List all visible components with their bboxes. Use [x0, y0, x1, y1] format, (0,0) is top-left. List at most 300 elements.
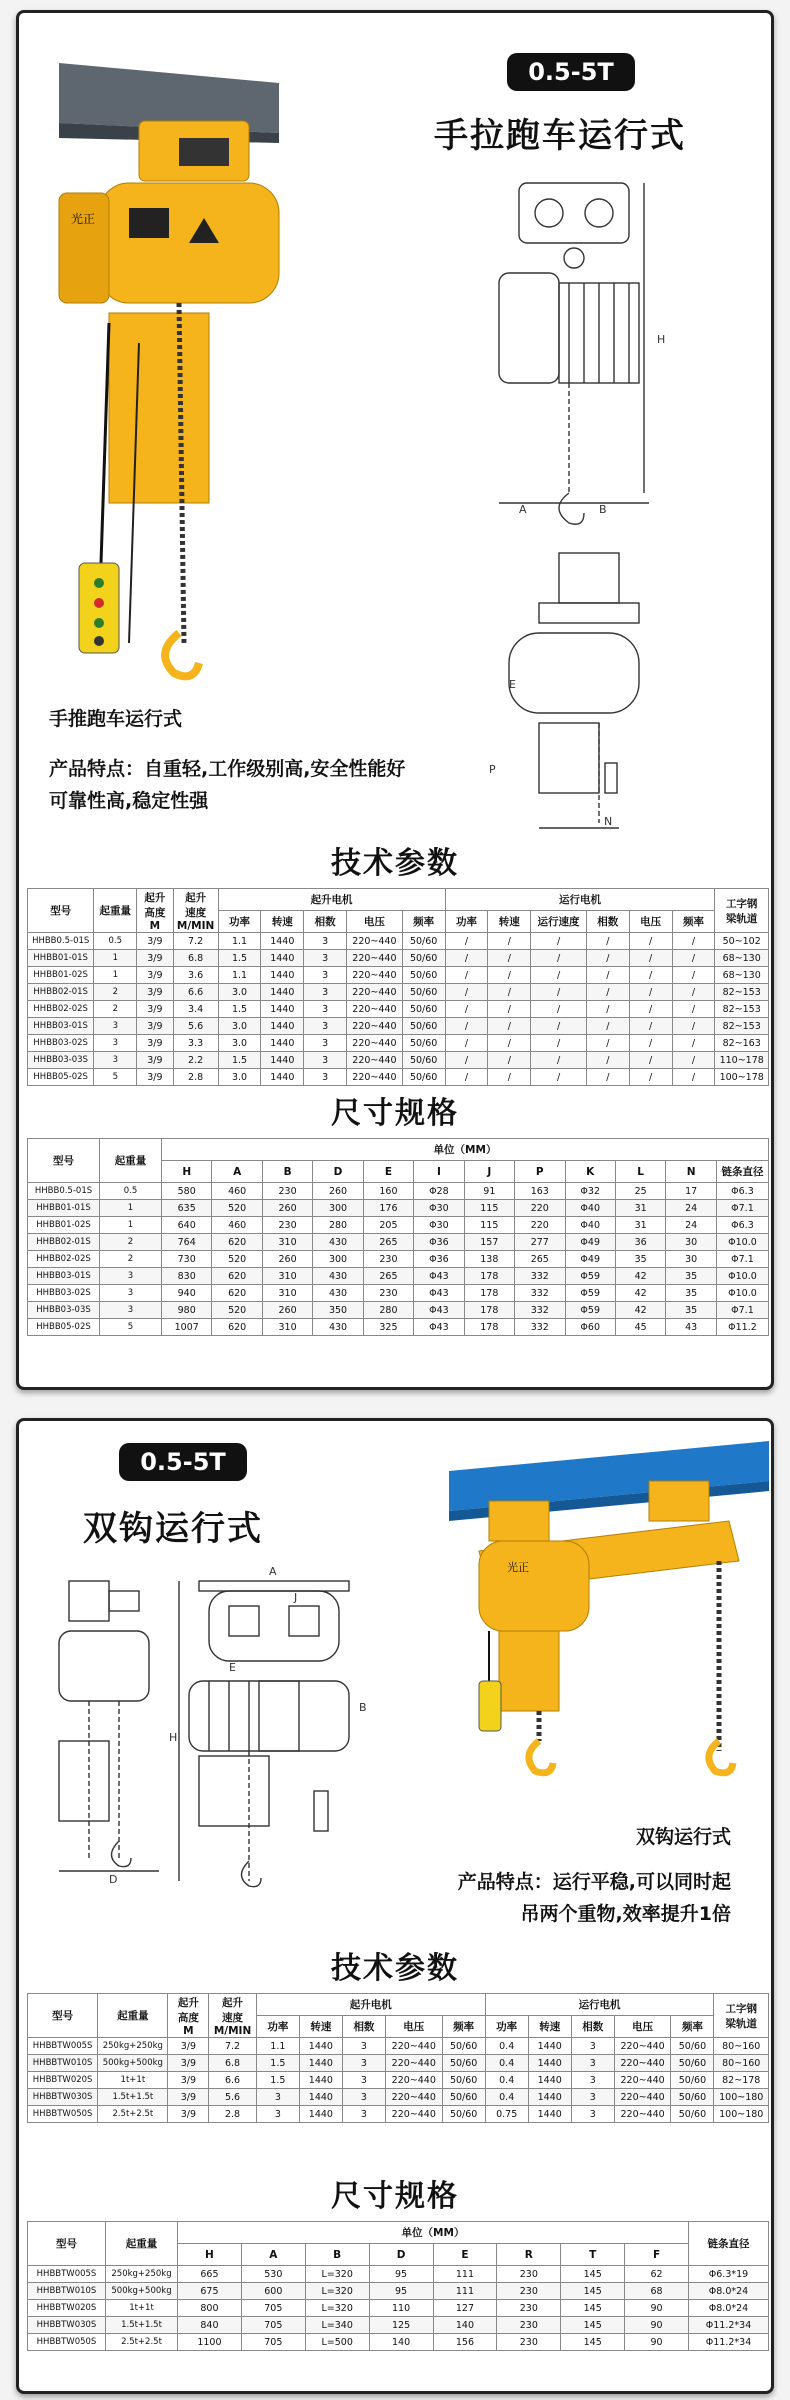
table-cell: 640: [162, 1217, 212, 1234]
table-cell: 115: [464, 1217, 514, 1234]
table-cell: 220: [515, 1217, 565, 1234]
table-cell: 50/60: [442, 2055, 485, 2072]
table-cell: 1440: [261, 1069, 304, 1086]
table-cell: 50/60: [671, 2106, 714, 2123]
table-cell: 6.6: [173, 984, 218, 1001]
table-cell: 50/60: [442, 2089, 485, 2106]
table-cell: 115: [464, 1200, 514, 1217]
table-cell: 3/9: [137, 933, 173, 950]
table-cell: 3/9: [137, 1069, 173, 1086]
col-run-freq: 频率: [671, 2016, 714, 2038]
dim-col-b: B: [305, 2244, 369, 2266]
table-cell: 90: [625, 2300, 689, 2317]
table-cell: 127: [433, 2300, 497, 2317]
product-features-line2: 吊两个重物,效率提升1倍: [520, 1903, 731, 1925]
table-cell: 3: [304, 1018, 347, 1035]
table-cell: 300: [313, 1251, 363, 1268]
table-cell: HHBBTW005S: [28, 2266, 106, 2283]
table-cell: 665: [178, 2266, 242, 2283]
table-row: [28, 1001, 769, 1018]
table-row: [28, 1200, 769, 1217]
table-cell: 3: [94, 1018, 137, 1035]
svg-text:D: D: [109, 1873, 118, 1886]
table-cell: 230: [497, 2334, 561, 2351]
table-cell: /: [586, 1018, 629, 1035]
table-cell: 42: [615, 1268, 665, 1285]
table-cell: 620: [212, 1319, 262, 1336]
table-cell: 1440: [261, 967, 304, 984]
table-cell: Φ11.2*34: [689, 2334, 769, 2351]
table-cell: 0.75: [485, 2106, 528, 2123]
table-cell: /: [586, 1001, 629, 1018]
table-cell: 205: [363, 1217, 413, 1234]
table-cell: 500kg+500kg: [106, 2283, 178, 2300]
table-cell: 3: [342, 2089, 385, 2106]
table-cell: 178: [464, 1285, 514, 1302]
table-cell: 220~440: [347, 1001, 403, 1018]
table-cell: 350: [313, 1302, 363, 1319]
dim-col-j: J: [464, 1161, 514, 1183]
spec-heading: 技术参数: [331, 846, 459, 881]
table-cell: 0.4: [485, 2038, 528, 2055]
table-cell: HHBB0.5-01S: [28, 1183, 100, 1200]
table-cell: 460: [212, 1183, 262, 1200]
table-cell: Φ40: [565, 1217, 615, 1234]
section-title: 双钩运行式: [83, 1509, 263, 1549]
table-cell: Φ60: [565, 1319, 615, 1336]
col-run-voltage: 电压: [629, 911, 672, 933]
table-cell: /: [629, 1001, 672, 1018]
table-cell: 3: [94, 1035, 137, 1052]
table-cell: 1440: [528, 2055, 571, 2072]
table-cell: 42: [615, 1285, 665, 1302]
table-cell: HHBB03-02S: [28, 1035, 94, 1052]
table-cell: 35: [666, 1302, 717, 1319]
double-hook-technical-drawing: [49, 1561, 389, 1891]
svg-text:H: H: [657, 333, 666, 346]
table-cell: 520: [212, 1251, 262, 1268]
table-cell: 430: [313, 1285, 363, 1302]
col-freq: 频率: [402, 911, 445, 933]
table-cell: /: [445, 1001, 488, 1018]
table-cell: 3: [571, 2106, 614, 2123]
table-cell: 280: [363, 1302, 413, 1319]
capacity-badge: 0.5-5T: [507, 53, 635, 91]
table-row: [28, 2055, 769, 2072]
table-cell: Φ11.2*34: [689, 2317, 769, 2334]
col-speed: 转速: [261, 911, 304, 933]
col-model: 型号: [28, 1994, 98, 2038]
dim-col-d: D: [369, 2244, 433, 2266]
table-cell: HHBB05-02S: [28, 1069, 94, 1086]
table-cell: 82~153: [715, 1018, 769, 1035]
table-cell: HHBB03-03S: [28, 1052, 94, 1069]
table-cell: 1: [94, 950, 137, 967]
table-cell: 3: [571, 2055, 614, 2072]
table-cell: 310: [262, 1268, 312, 1285]
panel-double-hook-hoist: [16, 1418, 774, 2394]
table-cell: 1.5: [218, 950, 261, 967]
table-cell: 24: [666, 1217, 717, 1234]
table-cell: 280: [313, 1217, 363, 1234]
table-cell: 3: [304, 984, 347, 1001]
table-cell: /: [672, 967, 715, 984]
table-cell: 220~440: [385, 2038, 442, 2055]
table-cell: 3: [342, 2072, 385, 2089]
table-cell: HHBBTW010S: [28, 2283, 106, 2300]
table-cell: Φ30: [414, 1217, 464, 1234]
table-cell: HHBBTW005S: [28, 2038, 98, 2055]
dim-col-unit: 单位（MM）: [162, 1139, 769, 1161]
col-run-speed-rpm: 转速: [488, 911, 531, 933]
table-cell: 1: [100, 1200, 162, 1217]
table-cell: HHBBTW030S: [28, 2317, 106, 2334]
col-lift-speed: 起升 速度 M/MIN: [173, 889, 218, 933]
table-cell: 1440: [261, 933, 304, 950]
table-cell: L=500: [305, 2334, 369, 2351]
table-cell: 220~440: [347, 1018, 403, 1035]
table-cell: 3/9: [137, 967, 173, 984]
table-cell: 50/60: [671, 2072, 714, 2089]
table-cell: L=320: [305, 2266, 369, 2283]
table-cell: 1.1: [218, 933, 261, 950]
table-cell: 3: [100, 1285, 162, 1302]
dim-col-a: A: [241, 2244, 305, 2266]
table-cell: /: [629, 984, 672, 1001]
table-cell: 520: [212, 1200, 262, 1217]
table-cell: 62: [625, 2266, 689, 2283]
table-cell: /: [586, 933, 629, 950]
table-cell: 764: [162, 1234, 212, 1251]
table-cell: 50/60: [671, 2089, 714, 2106]
table-cell: 600: [241, 2283, 305, 2300]
table-cell: 3/9: [137, 1052, 173, 1069]
table-cell: 940: [162, 1285, 212, 1302]
table-cell: /: [629, 1035, 672, 1052]
table-cell: 620: [212, 1268, 262, 1285]
col-capacity: 起重量: [94, 889, 137, 933]
table-cell: 3.0: [218, 1035, 261, 1052]
table-row: [28, 2089, 769, 2106]
table-cell: HHBB03-01S: [28, 1018, 94, 1035]
dim-col-model: 型号: [28, 1139, 100, 1183]
section-title: 手拉跑车运行式: [434, 116, 686, 156]
table-cell: 42: [615, 1302, 665, 1319]
panel-trolley-hoist: [16, 10, 774, 1390]
table-cell: 2.8: [209, 2106, 257, 2123]
table-cell: 3.0: [218, 984, 261, 1001]
table-row: [28, 1069, 769, 1086]
table-cell: 50/60: [402, 1001, 445, 1018]
table-row: [28, 1234, 769, 1251]
table-cell: 3.0: [218, 1069, 261, 1086]
table-cell: 95: [369, 2283, 433, 2300]
table-cell: Φ32: [565, 1183, 615, 1200]
table-cell: /: [488, 933, 531, 950]
table-cell: Φ43: [414, 1319, 464, 1336]
table-cell: 100~178: [715, 1069, 769, 1086]
table-cell: 3: [100, 1268, 162, 1285]
table-cell: 0.4: [485, 2089, 528, 2106]
table-row: [28, 1035, 769, 1052]
trolley-technical-drawing: [479, 163, 729, 843]
table-cell: 220~440: [385, 2106, 442, 2123]
table-cell: 3: [342, 2106, 385, 2123]
col-beam: 工字钢 梁轨道: [715, 889, 769, 933]
table-cell: 5: [94, 1069, 137, 1086]
svg-text:E: E: [509, 678, 516, 691]
table-cell: 3: [571, 2089, 614, 2106]
table-cell: 3: [100, 1302, 162, 1319]
col-speed: 转速: [299, 2016, 342, 2038]
table-cell: 145: [561, 2334, 625, 2351]
table-cell: HHBB02-02S: [28, 1251, 100, 1268]
dim-col-k: K: [565, 1161, 615, 1183]
table-cell: 6.8: [173, 950, 218, 967]
table-cell: /: [586, 984, 629, 1001]
table-row: [28, 1285, 769, 1302]
table-cell: /: [672, 1069, 715, 1086]
table-cell: 220~440: [614, 2072, 671, 2089]
table-cell: 3.0: [218, 1018, 261, 1035]
table-cell: 1440: [299, 2038, 342, 2055]
col-lift-motor: 起升电机: [256, 1994, 485, 2016]
table-cell: 36: [615, 1234, 665, 1251]
table-cell: 730: [162, 1251, 212, 1268]
table-cell: /: [672, 984, 715, 1001]
table-cell: 2.5t+2.5t: [106, 2334, 178, 2351]
table-row: [28, 1183, 769, 1200]
col-run-speed: 运行速度: [531, 911, 587, 933]
table-cell: 3: [571, 2038, 614, 2055]
product-features-line2: 可靠性高,稳定性强: [49, 790, 209, 812]
product-features-line1: 产品特点：运行平稳,可以同时起: [457, 1871, 731, 1893]
col-lift-height: 起升 高度 M: [168, 1994, 209, 2038]
svg-text:J: J: [294, 1591, 298, 1604]
table-cell: /: [672, 950, 715, 967]
table-cell: HHBB01-02S: [28, 1217, 100, 1234]
table-cell: /: [445, 984, 488, 1001]
table-cell: 1: [94, 967, 137, 984]
table-cell: 430: [313, 1268, 363, 1285]
table-row: [28, 967, 769, 984]
table-cell: 2.8: [173, 1069, 218, 1086]
col-lift-speed: 起升 速度 M/MIN: [209, 1994, 257, 2038]
table-cell: 1.5: [256, 2055, 299, 2072]
table-cell: 3.3: [173, 1035, 218, 1052]
table-cell: 220~440: [347, 1052, 403, 1069]
table-cell: 580: [162, 1183, 212, 1200]
table-cell: /: [531, 950, 587, 967]
table-cell: 6.8: [209, 2055, 257, 2072]
table-cell: 332: [515, 1285, 565, 1302]
table-cell: 3: [304, 1052, 347, 1069]
table-cell: /: [531, 1018, 587, 1035]
table-cell: Φ59: [565, 1268, 615, 1285]
col-run-freq: 频率: [672, 911, 715, 933]
table-cell: 7.2: [209, 2038, 257, 2055]
dim-col-n: N: [666, 1161, 717, 1183]
table-cell: Φ7.1: [716, 1302, 768, 1319]
table-cell: 178: [464, 1302, 514, 1319]
table-cell: 68~130: [715, 967, 769, 984]
table-cell: 230: [497, 2283, 561, 2300]
table-cell: 125: [369, 2317, 433, 2334]
table-cell: HHBB03-01S: [28, 1268, 100, 1285]
table-cell: 230: [497, 2300, 561, 2317]
table-cell: 2: [100, 1251, 162, 1268]
svg-text:A: A: [519, 503, 527, 516]
col-run-speed-rpm: 转速: [528, 2016, 571, 2038]
svg-text:B: B: [359, 1701, 367, 1714]
table-row: [28, 984, 769, 1001]
table-row: [28, 2283, 769, 2300]
table-cell: /: [531, 1052, 587, 1069]
table-cell: 800: [178, 2300, 242, 2317]
table-cell: 1440: [261, 1052, 304, 1069]
table-cell: /: [445, 1035, 488, 1052]
table-cell: /: [531, 1001, 587, 1018]
table-cell: Φ7.1: [716, 1251, 768, 1268]
dim-col-l: L: [615, 1161, 665, 1183]
table-cell: 80~160: [714, 2038, 769, 2055]
table-cell: 50/60: [671, 2055, 714, 2072]
table-cell: 50/60: [402, 1018, 445, 1035]
table-cell: 30: [666, 1234, 717, 1251]
hoist-brand-label: 光正: [71, 212, 96, 226]
table-cell: 250kg+250kg: [106, 2266, 178, 2283]
table-cell: 430: [313, 1234, 363, 1251]
table-cell: 1: [100, 1217, 162, 1234]
dim-col-b: B: [262, 1161, 312, 1183]
table-cell: 220~440: [347, 984, 403, 1001]
table-cell: /: [586, 1052, 629, 1069]
table-cell: HHBB0.5-01S: [28, 933, 94, 950]
table-cell: 3: [342, 2038, 385, 2055]
table-cell: 3/9: [168, 2038, 209, 2055]
table-cell: /: [531, 1035, 587, 1052]
table-cell: 145: [561, 2317, 625, 2334]
table-cell: 220~440: [347, 967, 403, 984]
svg-text:A: A: [269, 1565, 277, 1578]
table-cell: 163: [515, 1183, 565, 1200]
table-cell: 90: [625, 2317, 689, 2334]
table-row: [28, 2317, 769, 2334]
table-cell: 5.6: [209, 2089, 257, 2106]
table-cell: 176: [363, 1200, 413, 1217]
table-cell: /: [488, 1001, 531, 1018]
table-cell: 50/60: [402, 1035, 445, 1052]
table-row: [28, 2106, 769, 2123]
table-cell: 3: [304, 933, 347, 950]
table-cell: 675: [178, 2283, 242, 2300]
table-cell: 7.2: [173, 933, 218, 950]
dim-col-chain: 链条直径: [689, 2222, 769, 2266]
dim-col-h: H: [178, 2244, 242, 2266]
table-cell: 24: [666, 1200, 717, 1217]
table-cell: 1440: [528, 2106, 571, 2123]
svg-text:B: B: [599, 503, 607, 516]
dim-col-e: E: [363, 1161, 413, 1183]
svg-text:N: N: [604, 815, 613, 828]
table-cell: /: [488, 967, 531, 984]
table-cell: 260: [262, 1302, 312, 1319]
spec-table: [27, 888, 769, 1086]
table-cell: 705: [241, 2317, 305, 2334]
table-cell: 230: [262, 1217, 312, 1234]
table-cell: /: [672, 1052, 715, 1069]
table-cell: 50/60: [442, 2106, 485, 2123]
table-cell: 230: [497, 2266, 561, 2283]
table-cell: 230: [262, 1183, 312, 1200]
col-phase: 相数: [304, 911, 347, 933]
table-cell: HHBB02-01S: [28, 1234, 100, 1251]
table-row: [28, 1018, 769, 1035]
double-hook-photo: [449, 1441, 769, 1781]
spec-heading: 技术参数: [331, 1951, 459, 1986]
col-model: 型号: [28, 889, 94, 933]
table-cell: 82~153: [715, 1001, 769, 1018]
table-cell: 80~160: [714, 2055, 769, 2072]
table-cell: 50/60: [402, 984, 445, 1001]
table-cell: 3: [571, 2072, 614, 2089]
table-cell: 620: [212, 1285, 262, 1302]
col-power: 功率: [256, 2016, 299, 2038]
table-cell: 250kg+250kg: [98, 2038, 168, 2055]
table-cell: 230: [497, 2317, 561, 2334]
table-cell: 2: [94, 1001, 137, 1018]
col-capacity: 起重量: [98, 1994, 168, 2038]
table-cell: 2: [100, 1234, 162, 1251]
svg-text:H: H: [169, 1731, 178, 1744]
table-cell: Φ8.0*24: [689, 2300, 769, 2317]
table-cell: 140: [433, 2317, 497, 2334]
table-cell: 0.4: [485, 2055, 528, 2072]
table-cell: 111: [433, 2283, 497, 2300]
table-cell: /: [586, 1069, 629, 1086]
table-cell: 220~440: [347, 1035, 403, 1052]
table-cell: /: [445, 1052, 488, 1069]
table-cell: HHBBTW010S: [28, 2055, 98, 2072]
table-cell: 100~180: [714, 2089, 769, 2106]
table-cell: 3: [304, 1035, 347, 1052]
col-run-voltage: 电压: [614, 2016, 671, 2038]
table-cell: /: [629, 950, 672, 967]
table-row: [28, 2038, 769, 2055]
table-cell: Φ7.1: [716, 1200, 768, 1217]
table-cell: 332: [515, 1319, 565, 1336]
table-cell: HHBBTW030S: [28, 2089, 98, 2106]
table-cell: 6.6: [209, 2072, 257, 2089]
table-cell: 3/9: [137, 950, 173, 967]
table-cell: Φ59: [565, 1285, 615, 1302]
table-cell: Φ36: [414, 1251, 464, 1268]
table-cell: /: [445, 1069, 488, 1086]
table-cell: 156: [433, 2334, 497, 2351]
table-cell: 325: [363, 1319, 413, 1336]
table-cell: 35: [615, 1251, 665, 1268]
col-freq: 频率: [442, 2016, 485, 2038]
table-cell: L=320: [305, 2283, 369, 2300]
table-cell: /: [488, 1035, 531, 1052]
table-cell: /: [629, 933, 672, 950]
table-cell: HHBBTW020S: [28, 2072, 98, 2089]
table-cell: 91: [464, 1183, 514, 1200]
table-cell: 82~178: [714, 2072, 769, 2089]
table-cell: 265: [363, 1234, 413, 1251]
table-cell: 3: [304, 1069, 347, 1086]
table-cell: /: [488, 1052, 531, 1069]
